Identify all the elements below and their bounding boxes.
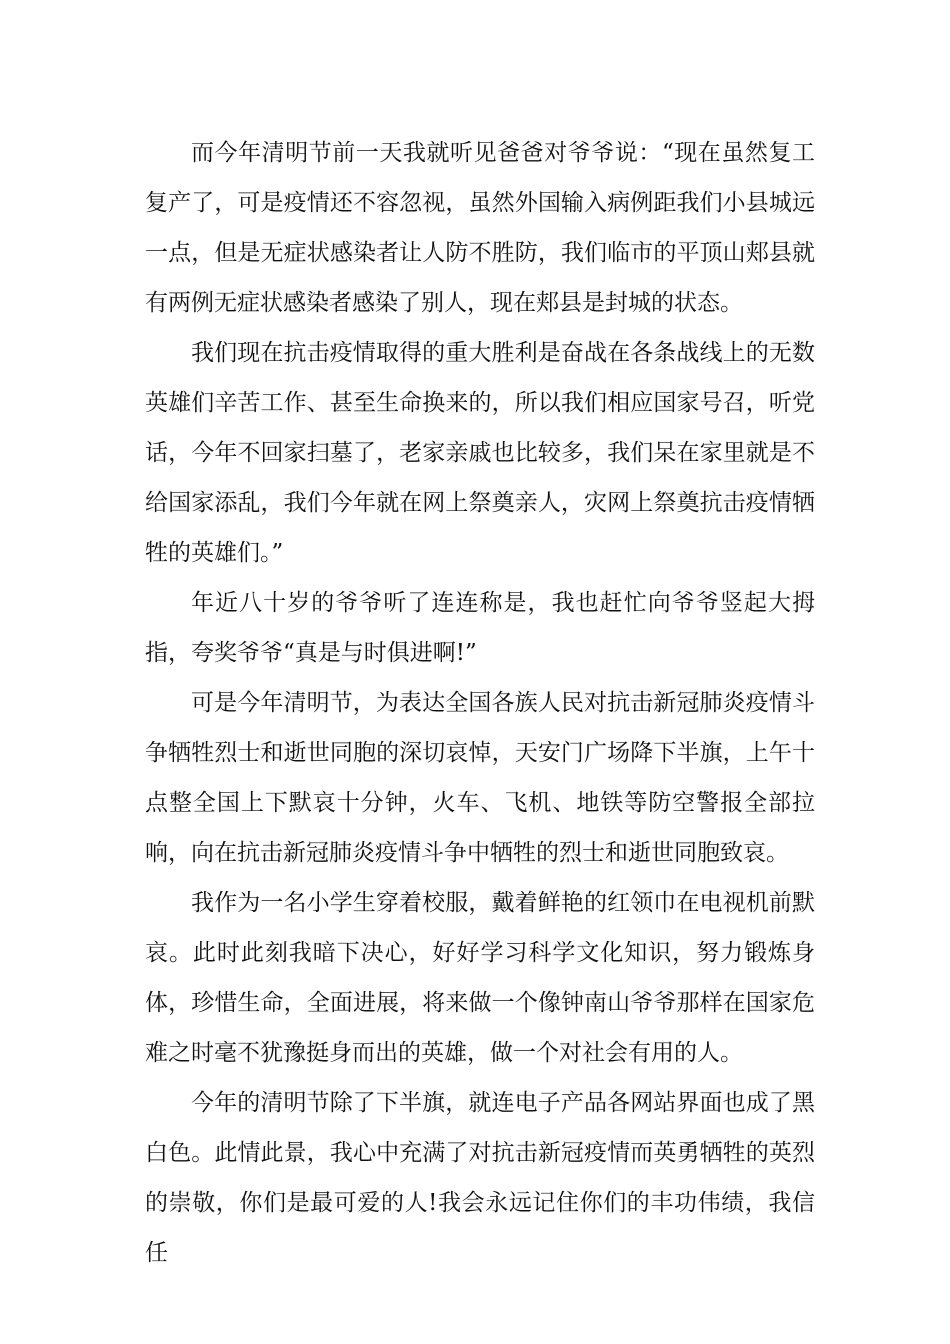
- document-body: [145, 128, 815, 1278]
- paragraph-6: 今年的清明节除了下半旗，就连电子产品各网站界面也成了黑白色。此情此景，我心中充满了对抗击新冠疫情而英勇牺牲的英烈的崇敬，你们是最可爱的人!我会永远记住你们的丰功伟绩，我信任: [145, 1090, 815, 1266]
- paragraph-3: 年近八十岁的爷爷听了连连称是，我也赶忙向爷爷竖起大拇指，夸奖爷爷“真是与时俱进啊!”: [145, 590, 815, 666]
- paragraph-4: 可是今年清明节，为表达全国各族人民对抗击新冠肺炎疫情斗争牺牲烈士和逝世同胞的深切哀悼，天安门广场降下半旗，上午十点整全国上下默哀十分钟，火车、飞机、地铁等防空警报全部拉响，向在抗击新冠肺炎疫情斗争中牺牲的烈士和逝世同胞致哀。: [145, 690, 815, 866]
- paragraph-2: 我们现在抗击疫情取得的重大胜利是奋战在各条战线上的无数英雄们辛苦工作、甚至生命换来的，所以我们相应国家号召，听党话，今年不回家扫墓了，老家亲戚也比较多，我们呆在家里就是不给国家添乱，我们今年就在网上祭奠亲人，灾网上祭奠抗击疫情牺牲的英雄们。”: [145, 340, 815, 566]
- paragraph-1: 而今年清明节前一天我就听见爸爸对爷爷说：“现在虽然复工复产了，可是疫情还不容忽视，虽然外国输入病例距我们小县城远一点，但是无症状感染者让人防不胜防，我们临市的平顶山郏县就有两例无症状感染者感染了别人，现在郏县是封城的状态。: [145, 140, 815, 316]
- paragraph-5: 我作为一名小学生穿着校服，戴着鲜艳的红领巾在电视机前默哀。此时此刻我暗下决心，好好学习科学文化知识，努力锻炼身体，珍惜生命，全面进展，将来做一个像钟南山爷爷那样在国家危难之时毫不犹豫挺身而出的英雄，做一个对社会有用的人。: [145, 890, 815, 1066]
